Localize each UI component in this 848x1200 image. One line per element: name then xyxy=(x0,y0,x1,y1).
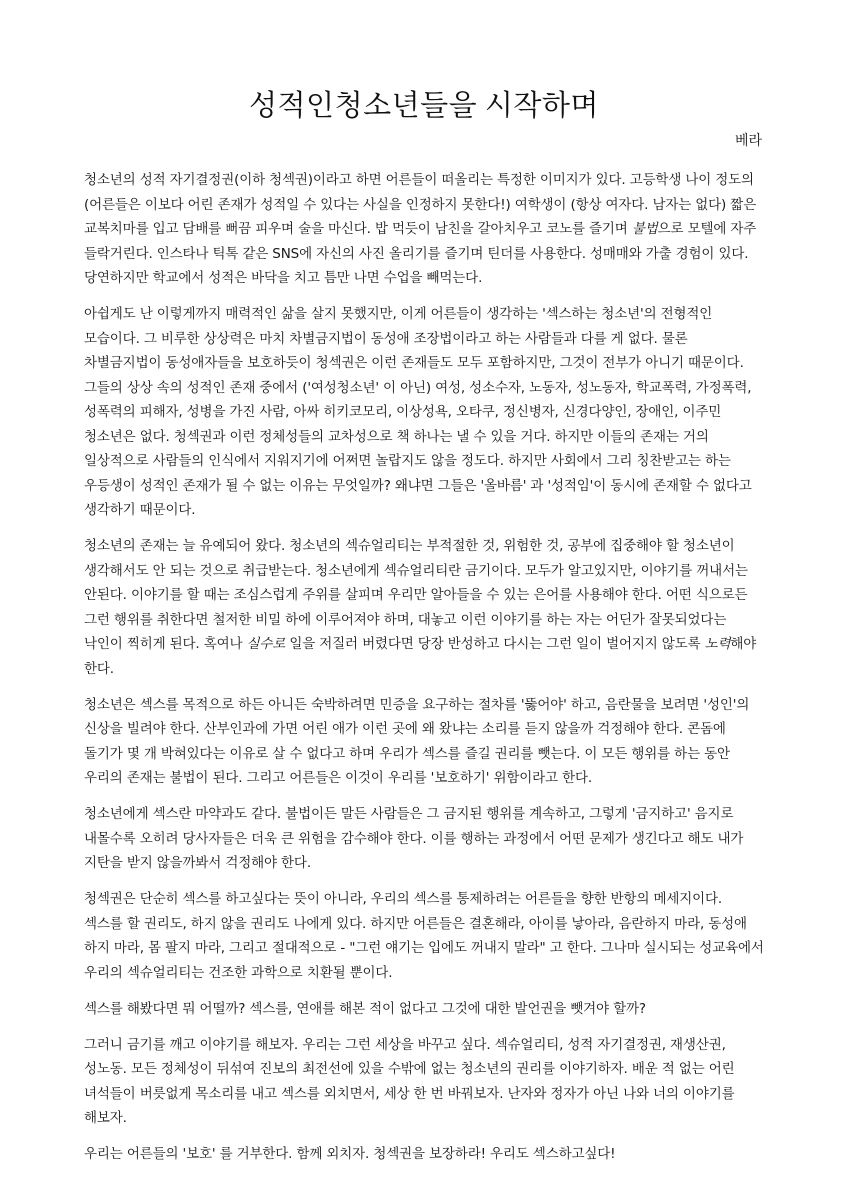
text-line xyxy=(84,400,764,425)
text-line xyxy=(84,376,764,401)
text-run: 성노동. 모든 정체성이 뒤섞여 진보의 최전선에 있을 수밖에 없는 청소년의 권리를 이야기하자. 배운 적 없는 어린 xyxy=(84,1061,735,1077)
text-run: 청소년에게 섹스란 마약과도 같다. 불법이든 말든 사람들은 그 금지된 행위를 계속하고, 그렇게 '금지하고' 음지로 xyxy=(84,806,734,822)
text-run: 우등생이 성적인 존재가 될 수 없는 이유는 무엇일까? 왜냐면 그들은 '올바름' 과 '성적임'이 동시에 존재할 수 없다고 xyxy=(84,477,752,494)
text-line xyxy=(84,912,764,937)
text-run: 생각해서도 안 되는 것으로 취급받는다. 청소년에게 섹슈얼리티란 금기이다. 모두가 알고있지만, 이야기를 꺼내서는 xyxy=(84,562,748,579)
text-line xyxy=(84,827,764,852)
text-run: 우리의 섹슈얼리티는 건조한 과학으로 치환될 뿐이다. xyxy=(84,964,393,981)
text-run: 생각하기 때문이다. xyxy=(84,502,196,518)
text-line xyxy=(84,887,764,912)
text-line xyxy=(84,559,764,584)
text-run: 그런 행위를 취한다면 철저한 비밀 하에 이루어져야 하며, 대놓고 이런 이야기를 하는 자는 어딘가 잘못되었다는 xyxy=(84,611,727,628)
text-line xyxy=(84,766,764,791)
text-line xyxy=(84,425,764,450)
text-run: 녀석들이 버릇없게 목소리를 내고 섹스를 외치면서, 세상 한 번 바꿔보자. 난자와 정자가 아닌 나와 너의 이야기를 xyxy=(84,1085,735,1102)
text-run: 모습이다. 그 비루한 상상력은 마치 차별금지법이 동성애 조장법이라고 하는 사람들과 다를 게 없다. 물론 xyxy=(84,330,688,347)
text-line xyxy=(84,961,764,986)
text-line xyxy=(84,474,764,499)
body-paragraph xyxy=(84,997,764,1022)
text-run: 내몰수록 오히려 당사자들은 더욱 큰 위험을 감수해야 한다. 이를 행하는 과정에서 어떤 문제가 생긴다고 해도 내가 xyxy=(84,830,744,847)
text-run: 그들의 상상 속의 성적인 존재 중에서 ('여성청소년' 이 아닌) 여성, 성소수자, 노동자, 성노동자, 학교폭력, 가정폭력, xyxy=(84,379,752,396)
text-line xyxy=(84,693,764,718)
body-paragraph xyxy=(84,168,764,291)
text-line xyxy=(84,851,764,876)
text-run: 섹스를 할 권리도, 하지 않을 권리도 나에게 있다. 하지만 어른들은 결혼해라, 아이를 낳아라, 음란하지 마라, 동성애 xyxy=(84,915,747,932)
text-line xyxy=(84,608,764,633)
document-body xyxy=(84,168,764,1167)
text-run: 지탄을 받지 않을까봐서 걱정해야 한다. xyxy=(84,855,311,871)
text-run: 낙인이 찍히게 된다. 혹여나 xyxy=(84,636,247,652)
text-line xyxy=(84,449,764,474)
italic-text: 노력 xyxy=(704,636,731,652)
body-paragraph xyxy=(84,802,764,876)
text-run: 섹스를 해봤다면 뭐 어떨까? 섹스를, 연애를 해본 적이 없다고 그것에 대한 발언권을 뺏겨야 할까? xyxy=(84,1000,646,1017)
text-line xyxy=(84,1106,764,1131)
text-line xyxy=(84,1033,764,1058)
text-line xyxy=(84,534,764,559)
text-run: 해야 xyxy=(730,636,757,652)
text-run: 신상을 빌려야 한다. 산부인과에 가면 어린 애가 이런 곳에 왜 왔냐는 소리를 듣지 않을까 걱정해야 한다. 콘돔에 xyxy=(84,721,726,737)
text-run: 으로 모텔에 자주 xyxy=(657,221,757,237)
text-line xyxy=(84,802,764,827)
text-run: 청소년의 존재는 늘 유예되어 왔다. 청소년의 섹슈얼리티는 부적절한 것, 위험한 것, 공부에 집중해야 할 청소년이 xyxy=(84,538,735,554)
text-run: 청소년의 성적 자기결정권(이하 청섹권)이라고 하면 어른들이 떠올리는 특정한 이미지가 있다. 고등학생 나이 정도의 xyxy=(84,172,754,188)
body-paragraph xyxy=(84,1142,764,1167)
text-line xyxy=(84,1142,764,1167)
author-name: 베라 xyxy=(734,132,762,148)
text-line xyxy=(84,217,764,242)
text-line xyxy=(84,302,764,327)
text-run: 우리는 어른들의 '보호' 를 거부한다. 함께 외치자. 청섹권을 보장하라! 우리도 섹스하고싶다! xyxy=(84,1146,616,1162)
text-line xyxy=(84,327,764,352)
text-line xyxy=(84,657,764,682)
body-paragraph xyxy=(84,887,764,985)
document-title: 성적인청소년들을 시작하며 xyxy=(249,90,599,122)
text-line xyxy=(84,351,764,376)
italic-text: 실수로 xyxy=(246,636,286,652)
text-run: 그러니 금기를 깨고 이야기를 해보자. 우리는 그런 세상을 바꾸고 싶다. 섹슈얼리티, 성적 자기결정권, 재생산권, xyxy=(84,1036,726,1053)
text-run: 성폭력의 피해자, 성병을 가진 사람, 아싸 히키코모리, 이상성욕, 오타쿠, 정신병자, 신경다양인, 장애인, 이주민 xyxy=(84,404,722,420)
text-line xyxy=(84,1082,764,1107)
text-run: 돌기가 몇 개 박혀있다는 이유로 살 수 없다고 하며 우리가 섹스를 즐길 권리를 뺏는다. 이 모든 행위를 하는 동안 xyxy=(84,745,730,762)
text-run: 일상적으로 사람들의 인식에서 지워지기에 어쩌면 놀랍지도 않을 정도다. 하지만 사회에서 그리 칭찬받고는 하는 xyxy=(84,453,731,469)
text-run: 청소년은 없다. 청섹권과 이런 정체성들의 교차성으로 책 하나는 낼 수 있을 거다. 하지만 이들의 존재는 거의 xyxy=(84,428,709,445)
text-run: 아쉽게도 난 이렇게까지 매력적인 삶을 살지 못했지만, 이게 어른들이 생각하는 '섹스하는 청소년'의 전형적인 xyxy=(84,306,713,322)
text-line xyxy=(84,1057,764,1082)
text-run: 해보자. xyxy=(84,1110,127,1126)
text-line xyxy=(84,583,764,608)
text-run: 우리의 존재는 불법이 된다. 그리고 어른들은 이것이 우리를 '보호하기' 위함이라고 한다. xyxy=(84,770,593,786)
text-run: 하지 마라, 몸 팔지 마라, 그리고 절대적으로 - "그런 얘기는 입에도 꺼내지 말라" 고 한다. 그나마 실시되는 성교육에서 xyxy=(84,940,764,956)
text-line xyxy=(84,936,764,961)
text-run: 교복치마를 입고 담배를 뻐끔 피우며 술을 마신다. 밥 먹듯이 남친을 갈아치우고 코노를 즐기며 xyxy=(84,221,632,237)
text-run: 당연하지만 학교에서 성적은 바닥을 치고 틈만 나면 수업을 빼먹는다. xyxy=(84,270,483,286)
text-run: 한다. xyxy=(84,660,114,677)
text-line xyxy=(84,498,764,523)
text-run: (어른들은 이보다 어린 존재가 성적일 수 있다는 사실을 인정하지 못한다!) 여학생이 (항상 여자다. 남자는 없다) 짧은 xyxy=(84,196,757,213)
text-line xyxy=(84,742,764,767)
text-run: 들락거린다. 인스타나 틱톡 같은 SNS에 자신의 사진 올리기를 즐기며 틴더를 사용한다. 성매매와 가출 경험이 있다. xyxy=(84,245,749,262)
text-line xyxy=(84,168,764,193)
text-line xyxy=(84,717,764,742)
body-paragraph xyxy=(84,693,764,791)
body-paragraph xyxy=(84,302,764,523)
text-run: 일을 저질러 버렸다면 당장 반성하고 다시는 그런 일이 벌어지지 않도록 xyxy=(285,636,705,652)
italic-text: 불법 xyxy=(631,221,658,237)
text-line xyxy=(84,242,764,267)
text-line xyxy=(84,193,764,218)
text-run: 청섹권은 단순히 섹스를 하고싶다는 뜻이 아니라, 우리의 섹스를 통제하려는 어른들을 향한 반항의 메세지이다. xyxy=(84,891,723,907)
text-line xyxy=(84,632,764,657)
text-run: 청소년은 섹스를 목적으로 하든 아니든 숙박하려면 민증을 요구하는 절차를 '뚫어야' 하고, 음란물을 보려면 '성인'의 xyxy=(84,696,750,713)
body-paragraph xyxy=(84,1033,764,1131)
text-run: 차별금지법이 동성애자들을 보호하듯이 청섹권은 이런 존재들도 모두 포함하지만, 그것이 전부가 아니기 때문이다. xyxy=(84,355,744,371)
text-line xyxy=(84,266,764,291)
text-run: 안된다. 이야기를 할 때는 조심스럽게 주위를 살피며 우리만 알아들을 수 있는 은어를 사용해야 한다. 어떤 식으로든 xyxy=(84,587,748,603)
body-paragraph xyxy=(84,534,764,681)
text-line xyxy=(84,997,764,1022)
